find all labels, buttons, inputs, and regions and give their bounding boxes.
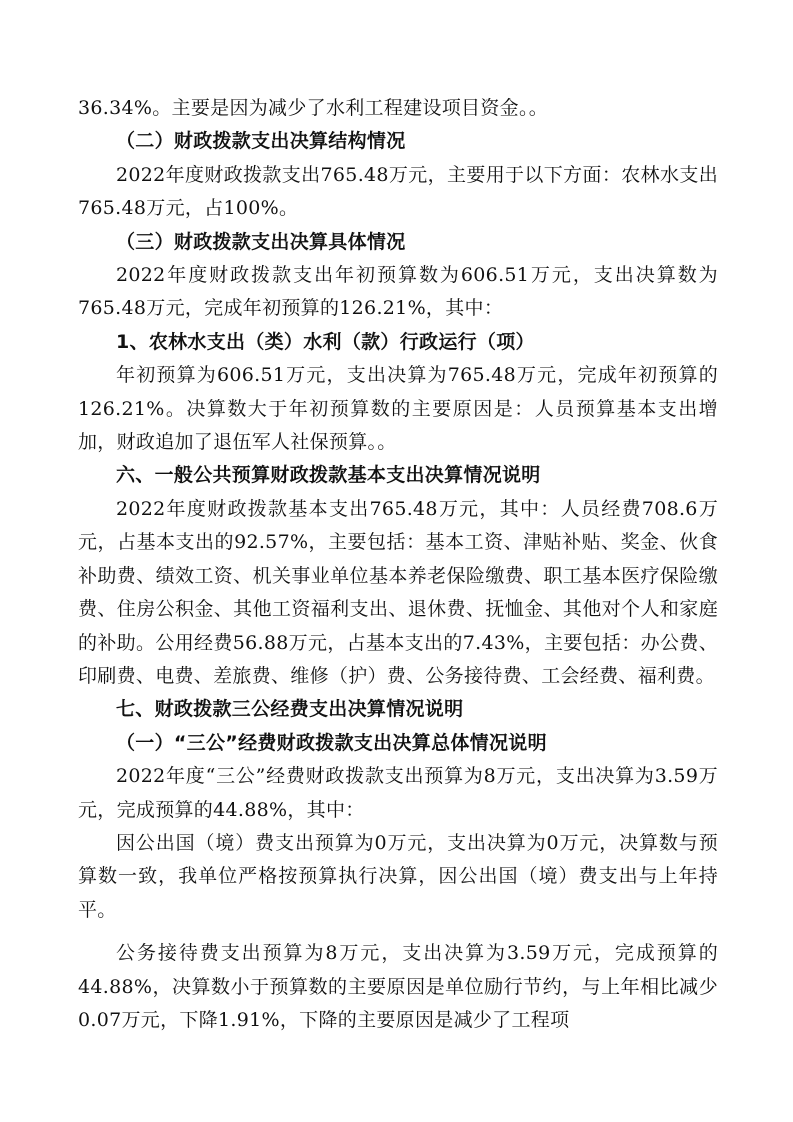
paragraph-agriculture-water: 年初预算为606.51万元，支出决算为765.48万元，完成年初预算的126.21%。决算数大于年初预算数的主要原因是：人员预算基本支出增加，财政追加了退伍军人社保预算。。 [78,364,718,454]
section-heading-expenditure-structure: （二）财政拨款支出决算结构情况 [116,130,406,153]
paragraph-gap [78,927,718,937]
paragraph-overseas-travel: 因公出国（境）费支出预算为0万元，支出决算为0万元，决算数与预算数一致，我单位严格按预算执行决算，因公出国（境）费支出与上年持平。 [78,831,718,921]
section-heading-expenditure-details: （三）财政拨款支出决算具体情况 [116,230,406,253]
document-page [78,92,718,1037]
paragraph-continuation: 36.34%。主要是因为减少了水利工程建设项目资金。。 [78,97,549,119]
section-heading-three-public-overview: （一）“三公”经费财政拨款支出决算总体情况说明 [116,731,547,754]
paragraph-expenditure-structure: 2022年度财政拨款支出765.48万元，主要用于以下方面：农林水支出765.48万元，占100%。 [78,163,718,220]
paragraph-expenditure-details: 2022年度财政拨款支出年初预算数为606.51万元，支出决算数为765.48万元，完成年初预算的126.21%，其中： [78,264,718,320]
paragraph-reception-expense: 公务接待费支出预算为8万元，支出决算为3.59万元，完成预算的44.88%，决算数小于预算数的主要原因是单位励行节约，与上年相比减少0.07万元，下降1.91%，下降的主要原因是减少了工程项 [78,942,718,1031]
section-heading-agriculture-water: 1、农林水支出（类）水利（款）行政运行（项） [116,330,535,353]
section-heading-three-public: 七、财政拨款三公经费支出决算情况说明 [116,698,464,721]
section-heading-basic-expenditure: 六、一般公共预算财政拨款基本支出决算情况说明 [116,464,541,487]
paragraph-basic-expenditure: 2022年度财政拨款基本支出765.48万元，其中：人员经费708.6万元，占基本支出的92.57%，主要包括：基本工资、津贴补贴、奖金、伙食补助费、绩效工资、机关事业单位基本养老保险缴费、职工基本医疗保险缴费、住房公积金、其他工资福利支出、退休费、抚恤金、其他对个人和家庭的补助。公用经费56.88万元，占基本支出的7.43%，主要包括：办公费、印刷费、电费、差旅费、维修（护）费、公务接待费、工会经费、福利费。 [78,497,718,687]
paragraph-three-public-overview: 2022年度“三公”经费财政拨款支出预算为8万元，支出决算为3.59万元，完成预算的44.88%，其中： [78,765,718,821]
